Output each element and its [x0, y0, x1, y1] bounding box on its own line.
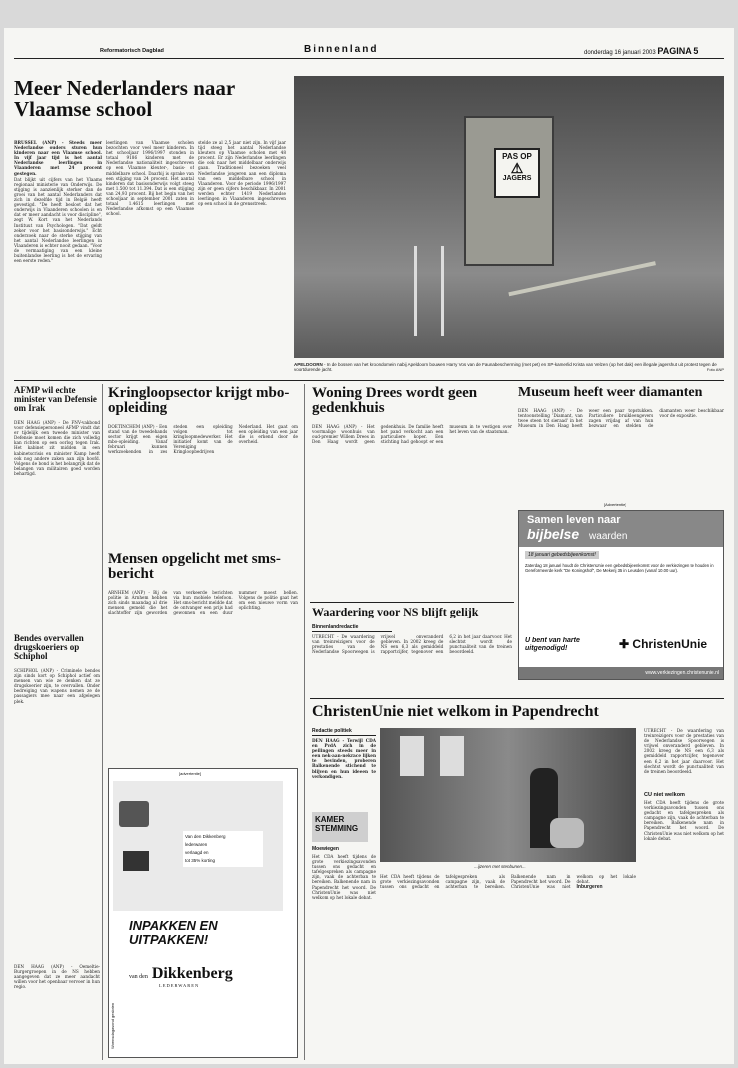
christenunie-ad [518, 510, 724, 680]
page-number: 5 [693, 46, 699, 56]
cu-side-head: CU niet welkom [644, 792, 685, 798]
afmp-text: DEN HAAG (ANP) - De FNV-vakbond voor defensiepersoneel AFMP vindt dat er tijdelijk een tweede minister van Defensie moet komen die zich volledig kan richten op een oorlog tegen Irak. Het kabinet zit midden in een kabinetscrisis en minister Kamp heeft ook nog andere zaken aan zijn hoofd. Volgens de bond is het belangrijk dat de belangen van militairen goed worden behartigd. [14, 420, 100, 476]
cu-ad-text: Zaterdag 18 januari houdt de ChristenUnie een gebedsbijeenkomst voor de verkiezingen te houden in Gereformeerde kerk "De Koningshof", De Mekerij 35 in Leusden (vanaf 10.00 uur). [525, 563, 714, 574]
cu-ad-url: www.verkiezingen.christenunie.nl [519, 667, 724, 680]
cu-label-wrap [312, 728, 376, 736]
ad-offer-box [183, 831, 263, 867]
ladder-shape [414, 246, 444, 336]
sign-line2: JAGERS [502, 175, 532, 182]
ns-text: UTRECHT - De waardering van treinreizigers voor de prestaties van de Nederlandse Spoorwegen is vrijwel onveranderd gebleven. In 2002 kreeg de NS een 6,3 als gemiddeld rapportcijfer, tegenover een 6,2 in het jaar daarvoor. Het slechtst wordt de punctualiteit van de treinen beoordeeld. [312, 634, 512, 655]
museum-headline: Museum heeft weer diamanten [518, 386, 703, 400]
bag-icon [119, 801, 149, 827]
timber-shape [508, 261, 669, 358]
cu-headline: ChristenUnie niet welkom in Papendrecht [312, 704, 599, 720]
drees-text: DEN HAAG (ANP) - Het voormalige woonhuis van oud-premier Willem Drees in Den Haag wordt geen gedenkhuis. De familie heeft het pand verkocht aan een particuliere koper. Een stichting had gehoopt er een museum in te vestigen over het leven van de staatsman. [312, 424, 512, 445]
warning-sign [494, 148, 540, 198]
cu-lead: DEN HAAG - Terwijl CDA en PvdA zich in de peilingen steeds meer in een nek-aan-nekrace lijken te bevinden, proberen Balkenende stichend te blijven en hun ideeen te verkondigen. [312, 738, 376, 779]
kamer-stemming-badge [312, 812, 368, 842]
ad-line4: tot 35% korting [185, 858, 216, 863]
schiphol-headline: Bendes overvallen drugskoeriers op Schiphol [14, 634, 84, 662]
cu-ad-label: [Advertentie] [604, 502, 627, 507]
kring-headline: Kringloopsector krijgt mbo-opleiding [108, 386, 290, 417]
container-shape [550, 818, 584, 848]
drees-headline: Woning Drees wordt geen gedenkhuis [312, 386, 478, 417]
ad-slogan [129, 919, 218, 947]
date-line [584, 46, 698, 56]
badge-line2: STEMMING [315, 824, 359, 833]
cu-ad-brand [619, 637, 707, 651]
afmp-headline: AFMP wil echte minister van Defensie om Irak [14, 386, 97, 414]
mensen-headline: Mensen opgelicht met sms-bericht [108, 552, 281, 583]
window-shape [400, 736, 424, 776]
cu-rule [310, 698, 724, 699]
sign-line1: PAS OP [502, 152, 532, 161]
cu-ad-cta2: uitgenodigd! [525, 645, 568, 652]
column-divider [102, 384, 103, 1060]
caption-label: APELDOORN [294, 362, 323, 367]
cu-text-2a: Het CDA heeft tijdens de grote verkiezingsavonden tussen ons gedacht en tafelgespreken als campagne zijn, vaak de achterban te bereiken. Balkenende nam in Papendrecht het woord. De ChristenUnie was niet welkom op het lokale debat. [380, 874, 636, 890]
suitcase-icon [123, 851, 149, 871]
newspaper-page [4, 28, 734, 1064]
photo-credit: Foto ANP [706, 367, 724, 373]
bottom-note: DEN HAAG (ANP) - Oemeltie-Burgergroepen in de NS hebben aangegeven dat ze meer aandacht willen voor het openbaar vervoer in hun regio. [14, 964, 100, 990]
brand-name: Dikkenberg [151, 965, 233, 982]
dikkenberg-ad [108, 768, 298, 1058]
cu-sub2: Inburgeren [576, 884, 603, 891]
lead-col-1 [14, 140, 102, 360]
cu-photo-caption: ...ijzeren met stenbunen... [474, 864, 526, 869]
ns-label: Binnenlandredactie [312, 624, 392, 632]
cu-sub: Moewiegen [312, 846, 339, 852]
ad-line1: Van den Dikkenberg [185, 834, 226, 839]
warning-triangle-icon: ⚠ [510, 160, 524, 176]
lead-intro: BRUSSEL (ANP) - Steeds meer Nederlandse ouders sturen hun kinderen naar een Vlaamse school. In vijf jaar tijd is het aantal Nederlandse leerlingen in Vlaanderen met 24 procent gestegen. [14, 140, 102, 176]
caption-text: - In de bossen van het kroondomein nabij Apeldoorn bouwen Harry Vos van de Faunabescherming (met pet) en SP-kamerlid Krista van Velzen (op het dak) een illegale jagershut uit protest tegen de voortdurende jacht. [294, 362, 717, 373]
section-title: Binnenland [304, 44, 379, 55]
cu-ad-cta [525, 637, 580, 653]
ad-slogan-1: INPAKKEN EN [129, 919, 218, 933]
cu-ad-line2: bijbelse [527, 526, 580, 542]
cu-ad-sub: 18 januari gebedsbijeenkomst! [525, 551, 599, 559]
ad-line2: lederwaren [185, 842, 208, 847]
cu-logo-icon: ✚ [619, 637, 630, 651]
hunting-hut-photo [294, 76, 724, 358]
lead-col-3 [198, 140, 286, 360]
brand-sub: LEDERWAREN [159, 983, 200, 988]
cu-ad-cta1: U bent van harte [525, 637, 580, 644]
ns-label-wrap [312, 624, 392, 632]
museum-text: DEN HAAG (ANP) - De tentoonstelling 'Diamant, van twee steen tot sieraad' in het Museum in Den Haag heeft weer een paar topstukken. Particuliere bruikleengevers zagen vrijdag af van hun bezwaar en stelden de diamanten weer beschikbaar voor de expositie. [518, 408, 724, 429]
ad-product-area [113, 781, 283, 911]
cu-brand-name: ChristenUnie [632, 637, 708, 651]
lead-text-2: leerlingen van Vlaamse scholen bezochten voor veel meer kinderen. In het schooljaar 1996/1997 stonden in totaal 9186 kinderen met de Nederlandse nationaliteit ingeschreven op een Vlaamse kleuter-, basis- of middelbare school. Daarbij is sprake van een stijging van 24 procent. Het aantal kinderen dat basisonderwijs volgt steeg met 1.500 tot 11.394. Dat is een stijging van 24,93 procent. Bij het begin van het schooljaar in september 2001 zaten in totaal 1.4615 leerlingen met Nederlandse afkomst op een Vlaamse school. [106, 140, 194, 217]
date: donderdag 16 januari 2003 [584, 50, 656, 56]
section-rule-1 [14, 380, 724, 381]
photo-caption [294, 362, 724, 376]
ns-rule [310, 602, 514, 603]
cu-text-1: Het CDA heeft tijdens de grote verkiezingsavonden tussen ons gedacht en tafelgespreken als campagne zijn, vaak de achterban te bereiken. Balkenende nam in Papendrecht het woord. De ChristenUnie was niet welkom op het lokale debat. [312, 854, 376, 900]
papendrecht-photo [380, 728, 636, 862]
ns-headline: Waardering voor NS blijft gelijk [312, 606, 479, 619]
paper-name: Reformatorisch Dagblad [100, 48, 164, 54]
cu-text-2 [380, 874, 636, 1054]
badge-line1: KAMER [315, 815, 345, 824]
ad-brand [129, 965, 233, 988]
column-divider-2 [304, 384, 305, 1060]
cu-ad-line3: waarden [589, 531, 628, 542]
ad-slogan-2: UITPAKKEN! [129, 932, 209, 947]
cu-side-text-2: Het CDA heeft tijdens de grote verkiezingsavonden tussen ons gedacht en tafelgespreken als campagne zijn, vaak de achterban te bereiken. Balkenende nam in Papendrecht het woord. De ChristenUnie was niet welkom op het lokale debat. [644, 800, 724, 841]
page-label: PAGINA [657, 46, 692, 56]
header-rule [14, 58, 724, 59]
ad-side-text: Woensdagavond gesloten [110, 1002, 115, 1049]
brand-pre: van den [129, 974, 148, 980]
window-shape-2 [440, 736, 464, 776]
lead-text-1: Dat blijkt uit cijfers van het Vlaams regionaal ministerie van Onderwijs. De stijging is aanzienlijk sterker dan de groei van het aantal Nederlanders dat zich in dezelfde tijd in België heeft gevestigd. "De heeft besloot dat het onderwijs in Vlaanderen schoolen is en dat er meer aandacht is voor discipline", zegt W. Kort van het Nederlands Instituut van Psychologen. "Dat geldt zeker voor het basisonderwijs." Echt onderzoek naar de sterke stijging van het aantal Nederlandse leerlingen in Vlaanderen is echter nooit gedaan. "Voor de vermaatiging van een kleine buitenlandse leerling is het de ervaring een eerste reden." [14, 176, 102, 264]
cu-ad-line1: Samen leven naar [527, 514, 621, 526]
mensen-text: ARNHEM (ANP) - Bij de politie in Arnhem hebben zich sinds maandag al drie mensen gemeld die het slachtoffer zijn geworden van verkeerde berichten via hun mobiele telefoon. Het sms-bericht meldde dat de ontvanger een prijs had gewonnen en een duur nummer moest bellen. Volgens de politie gaat het om een nieuwe vorm van oplichting. [108, 590, 298, 616]
schiphol-text: SCHIPHOL (ANP) - Criminele bendes zijn sinds kort op Schiphol actief om mensen van wie ze denken dat ze drugskoerier zijn, te overvallen. Onder bedreiging van wapens nemen ze de passagiers mee naar een afgelegen plek. [14, 668, 100, 704]
lead-col-2 [106, 140, 194, 360]
ad-line3: verlaagd en [185, 850, 209, 855]
cu-label: Redactie politiek [312, 728, 376, 736]
cu-side-text-1: UTRECHT - De waardering van treinreizigers voor de prestaties van de Nederlandse Spoorwegen is vrijwel onveranderd gebleven. In 2002 kreeg de NS een 6,3 als gemiddeld rapportcijfer, tegenover een 6,2 in het jaar daarvoor. Het slechtst wordt de punctualiteit van de treinen beoordeeld. [644, 728, 724, 774]
lead-text-3: stelde ze al 2,5 jaar niet zijn. In vijf jaar tijd steeg het aantal Nederlandse kleuters op Vlaamse scholen met 48 procent. Er zijn Nederlandse leerlingen die ook naar het middelbaar onderwijs gaan. Traditioneel bezoeken veel Nederlandse jongeren aan een diploma van een middelbare school in Vlaanderen. Voor de periode 1996/1997 zijn er geen cijfers beschikbaar. In 2001 werden echter 1419 Nederlandse leerlingen in Vlaanderen ingeschreven op een school in de grensstreek. [198, 140, 286, 207]
kring-text: DOETINCHEM (ANP) - Een stand van de tweedehands sector krijgt een eigen mbo-opleiding. Vanaf februari kunnen werkzoekenden in zes steden een opleiding volgen tot kringloopmedewerker. Het initiatief komt van de Vereniging Kringloopbedrijven Nederland. Het gaat om een opleiding van een jaar die is erkend door de overheid. [108, 424, 298, 455]
cu-ad-banner [519, 511, 724, 547]
ad-label: [advertentie] [179, 771, 202, 776]
lead-headline: Meer Nederlanders naar Vlaamse school [14, 78, 235, 121]
